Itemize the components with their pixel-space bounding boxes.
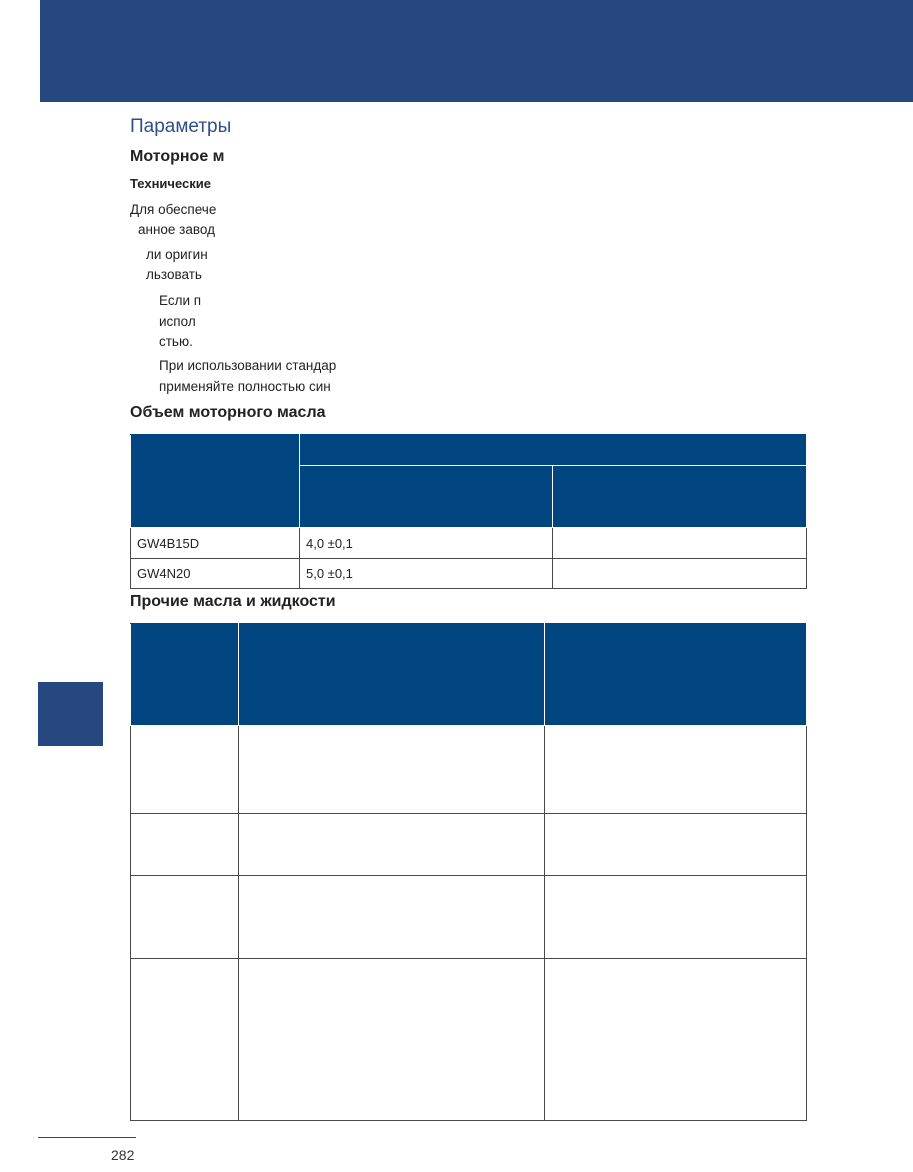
table-row	[131, 559, 807, 589]
other-fluids-table	[130, 623, 807, 1121]
volume-cell: 5,0 ±0,1	[300, 559, 553, 589]
volume-cell	[553, 559, 807, 589]
volume-cell: 4,0 ±0,1	[300, 528, 553, 559]
page-number: 282	[111, 1147, 135, 1163]
table-header-cell	[300, 466, 553, 528]
table-header-cell	[300, 435, 807, 466]
body-line: ли оригин	[146, 247, 208, 262]
note-line: При использовании стандар	[159, 358, 337, 373]
specs-subheading: Технические	[130, 176, 211, 191]
table-header-cell	[545, 624, 807, 726]
body-line: анное завод	[138, 222, 215, 237]
other-fluids-title: Прочие масла и жидкости	[130, 593, 336, 610]
engine-cell: GW4B15D	[131, 528, 300, 559]
table-header-cell	[131, 435, 300, 528]
note-line: стью.	[159, 334, 193, 349]
engine-oil-heading: Моторное м	[130, 148, 225, 165]
footer-divider	[38, 1137, 136, 1138]
table-header-cell	[553, 466, 807, 528]
oil-volume-title: Объем моторного масла	[130, 404, 326, 421]
chapter-side-tab	[38, 682, 103, 746]
table-row	[131, 814, 807, 876]
note-line: Если п	[159, 293, 202, 308]
table-row	[131, 959, 807, 1121]
section-title: Параметры	[130, 116, 232, 137]
body-line: льзовать	[146, 267, 202, 282]
table-row	[131, 876, 807, 959]
oil-volume-table	[130, 434, 807, 589]
body-line: Для обеспече	[130, 202, 217, 217]
table-row	[131, 528, 807, 559]
header-banner	[40, 0, 913, 102]
engine-cell: GW4N20	[131, 559, 300, 589]
table-row	[131, 726, 807, 814]
table-header-cell	[239, 624, 545, 726]
table-header-cell	[131, 624, 239, 726]
volume-cell	[553, 528, 807, 559]
note-line: испол	[159, 314, 196, 329]
note-line: применяйте полностью син	[159, 379, 331, 394]
